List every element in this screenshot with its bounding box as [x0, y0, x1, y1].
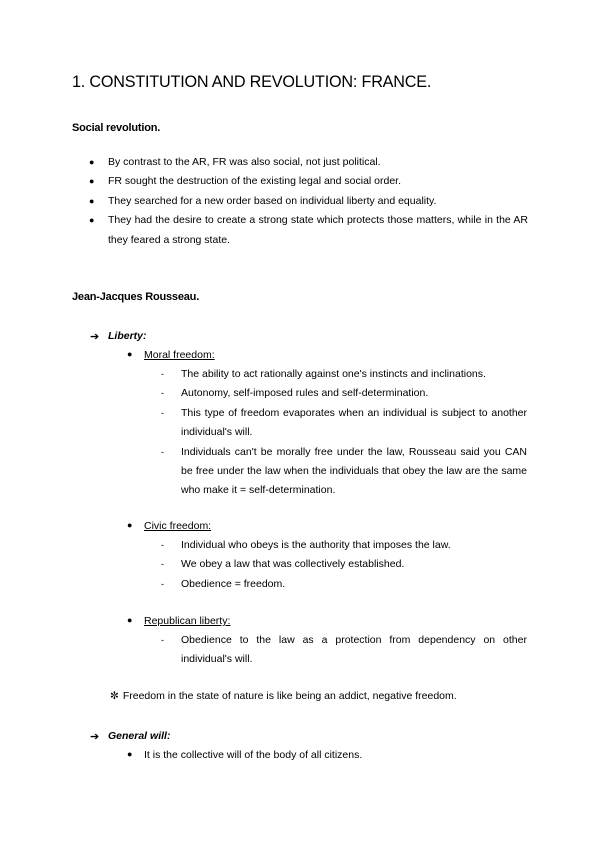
- bullet-icon: ●: [89, 176, 95, 187]
- dash-icon: -: [161, 540, 164, 550]
- bullet-icon: ●: [89, 195, 95, 206]
- dash-icon: -: [161, 388, 164, 399]
- bullet-icon: ●: [127, 520, 133, 530]
- list-item: - This type of freedom evaporates when an individual is subject to another individual's will.: [181, 404, 527, 443]
- bullet-icon: ●: [127, 615, 133, 625]
- list-item: ● By contrast to the AR, FR was also social, not just political.: [108, 153, 528, 172]
- asterisk-icon: ✼: [110, 690, 119, 702]
- list-item: - Individual who obeys is the authority that imposes the law.: [181, 536, 527, 555]
- moral-freedom-list: [161, 365, 527, 501]
- freedom-note: ✼ Freedom in the state of nature is like being an addict, negative freedom.: [110, 690, 457, 702]
- dash-icon: -: [161, 369, 164, 379]
- list-item: ● They searched for a new order based on individual liberty and equality.: [108, 192, 528, 211]
- document-page: 1. CONSTITUTION AND REVOLUTION: FRANCE. Social revolution. ● By contrast to the AR, FR was also social, not just political. ● FR sought the destruction of the existing legal and social order. ● They searched for a new order based on individual liberty and equality. ● They had the desire to create a strong state which protects those matters, while in the AR they feared a strong state. Jean-Jacques Rousseau. ➔ Liberty: ● Moral freedom: - The ability to act rationally against one's instincts and inclinations. - Autonomy, self-imposed rules and self-determination. - This type of freedom evaporates when an individual is subject to another individual's will. - Individuals can't be morally free under the law, Rousseau said you CAN be free under the law when the individuals that obey the law are the same who make it = self-determination. ● Civic freedom: - Individual who obeys is the authority that imposes the law. - We obey a law that was collectively established. - Obedience = freedom. ● Republican liberty: - Obedience to the law as a protection from dependency on other individual's will. ✼ Freedom in the state of nature is like being an addict, negative freedom. ➔ General will: ● It is the collective will of the body of all citizens.: [72, 73, 528, 761]
- bullet-icon: ●: [127, 349, 133, 359]
- page-title: 1. CONSTITUTION AND REVOLUTION: FRANCE.: [72, 73, 432, 91]
- list-item: - We obey a law that was collectively established.: [181, 555, 527, 574]
- civic-freedom-list: [161, 536, 527, 594]
- list-item: ● FR sought the destruction of the existing legal and social order.: [108, 172, 528, 191]
- dash-icon: -: [161, 407, 164, 418]
- bullet-icon: ●: [127, 749, 133, 759]
- republican-liberty-list: [161, 631, 527, 670]
- dash-icon: -: [161, 578, 164, 589]
- social-revolution-list: [89, 153, 528, 250]
- list-item: - Individuals can't be morally free under the law, Rousseau said you CAN be free under the law when the individuals that obey the law are the same who make it = self-determination.: [181, 443, 527, 501]
- list-item: - Obedience to the law as a protection from dependency on other individual's will.: [181, 631, 527, 670]
- dash-icon: -: [161, 635, 164, 645]
- arrow-icon: ➔: [90, 331, 100, 343]
- list-item: ● They had the desire to create a strong state which protects those matters, while in the AR they feared a strong state.: [108, 211, 528, 250]
- list-item: - The ability to act rationally against one's instincts and inclinations.: [181, 365, 527, 384]
- bullet-icon: ●: [89, 157, 95, 167]
- bullet-icon: ●: [89, 215, 95, 226]
- section-heading-social-revolution: Social revolution.: [72, 122, 161, 134]
- dash-icon: -: [161, 559, 164, 570]
- list-item: - Obedience = freedom.: [181, 575, 527, 594]
- list-item: - Autonomy, self-imposed rules and self-determination.: [181, 384, 527, 403]
- section-heading-rousseau: Jean-Jacques Rousseau.: [72, 291, 200, 303]
- arrow-icon: ➔: [90, 731, 100, 743]
- dash-icon: -: [161, 446, 164, 457]
